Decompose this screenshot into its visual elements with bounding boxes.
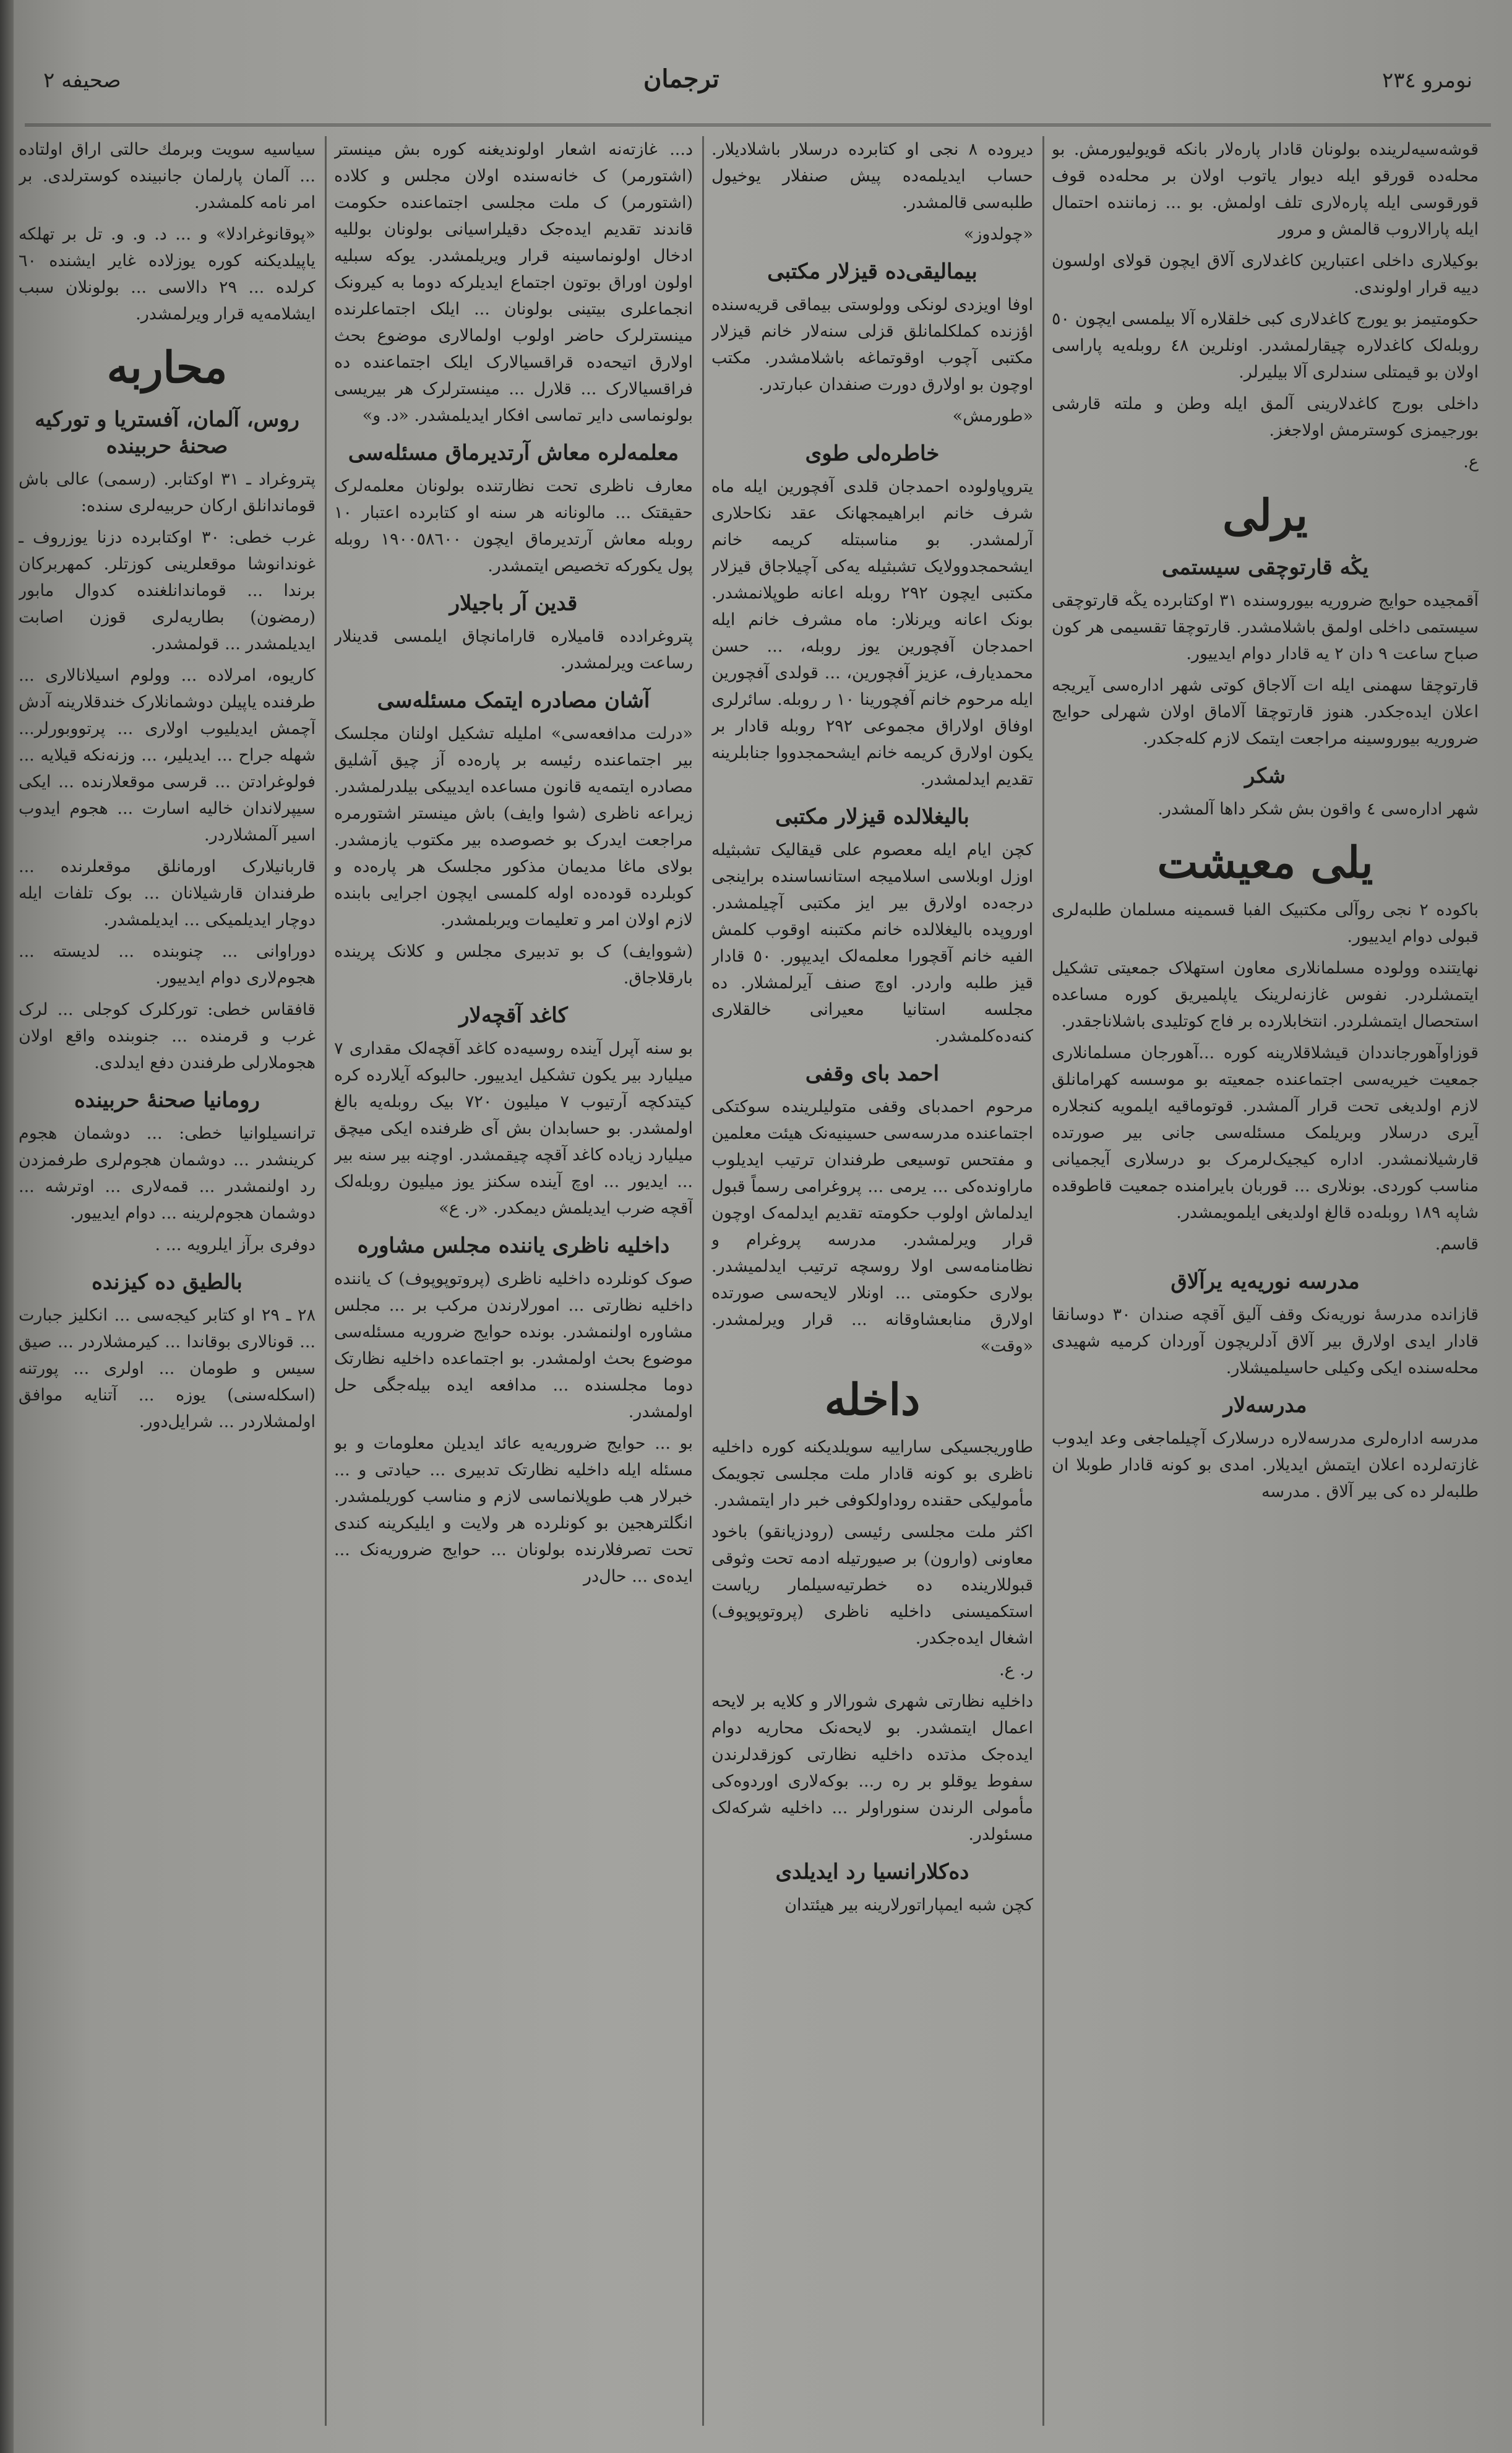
article-paragraph: «درلت مدافعه‌سی» املیله تشکیل اولنان مجلسک بیر اجتماعنده رئیسه بر پاره‌ده آز چیق آشلیق مصادره ایتمه‌یه قانون مساعده ایدییکی بیلدرلمشدر. زیراعه ناظری (شوا وایف) باش مینستر اشتورمره مراجعت ایدرک بو خصوصده بیر مکتوب یازمشدر. بولای ماغا مدیمان مذکور مجلسک هر پاره‌ده و کوبلرده قوده‌ده اوله کلمسی ایچون اجرایی بابنده لازم اولان امر و تعلیمات ویربلمشدر. <box>334 724 693 929</box>
article-paragraph: بوکیلاری داخلی اعتبارین کاغدلاری آلاق ایچون قولای اولسون دییه قرار اولوندی. <box>1052 251 1479 297</box>
article-paragraph: قاسم. <box>1435 1235 1479 1254</box>
article-headline: خاطره‌لی طوی <box>805 441 940 466</box>
article-paragraph: بو سنه آپرل آینده روسیه‌ده کاغد آقچه‌لک مقداری ۷ میلیارد بیر یکون تشکیل ایدییور. حالبوکه آیلارده کره کیتدکچه آرتیوب ۷ میلیون ۷۲۰ بیک روبله‌یه بالغ اولمشدر. بو حسابدان بش آی ظرفنده ایکی میچق میلیارد زیاده کاغد آقچه چیقمشدر. اوچنه بیر سنه بیر ... ایدیور ... اوچ آینده سکنز یوز میلیون روبله‌لک آقچه ضرب ایدیلمش دیمکدر. «ر. ع» <box>334 1039 693 1218</box>
article-paragraph: مرحوم احمدبای وقفی متولیلرینده سوکتکی اجتماعنده مدرسه‌سی حسینیه‌نک هیئت معلمین و مفتحس توسیعی طرفندان ترتیب ایدیلوب ماراونده‌کی ... یرمی ... پروغرامی رسماً قبول ایدلماش اولوب حکومته تقدیم ایدلمه‌ک اوچون قرار ویرلمشدر. مدرسه پروغرام و نظامنامه‌سی اولا روسچه ترتیب ایدلمیشدر. بولاری حکومتی ... اونلار لایحه‌سی صورتده اولارق منابعشاوقانه ... قرار ویرلمشدر. «وقت» <box>711 1097 1033 1356</box>
article-paragraph: قاربانیلارک اورمانلق موقعلرنده ... طرفندان قارشیلانان ... بوک تلفات ایله دوچار ایدیلمیکی ... ایدیلمشدر. <box>19 857 316 929</box>
article-headline: احمد بای وقفی <box>805 1061 940 1086</box>
article-paragraph: داخلی بورج کاغدلارینی آلمق ایله وطن و ملته قارشی بورجیمزی کوسترمش اولاجغز. <box>1052 394 1479 440</box>
article-paragraph: ع. <box>1463 452 1479 472</box>
issue-number: نومرو ۲۳٤ <box>1381 68 1472 93</box>
article-paragraph: دوفری برآز ایلرویه ... . <box>155 1235 316 1254</box>
page-number: صحیفه ۲ <box>43 68 121 93</box>
section-heading: داخله <box>824 1374 921 1425</box>
article-headline: ده‌کلارانسیا رد ایدیلدی <box>775 1860 969 1884</box>
article-headline: آشان مصادره ایتمک مسئله‌سی <box>377 688 650 713</box>
column-rule <box>1042 136 1044 2426</box>
article-headline: مدرسه نوریه‌یه یرآلاق <box>1171 1269 1360 1294</box>
section-heading: محاربه <box>106 342 228 393</box>
article-paragraph: کاریوه، امرلاده ... وولوم اسیلانالاری ... طرفنده یاپیلن دوشمانلارک خندقلارینه آدش آچمش ایدیلیوب اولاری ... پرتووبورلر... شهله جراح ... ایدیلیر، ... وزنه‌نکه قیلایه ... فولوغرادتن ... قرسی موقعلارنده ... ایکی سیپرلاندان خالیه اسارت ... هجوم ایدوب اسیر آلمشلاردر. <box>19 666 316 845</box>
article-headline: روس، آلمان، آفستریا و تورکیه صحنهٔ حربینده <box>35 407 299 459</box>
article-headline: قدین آر باجیلار <box>449 591 578 616</box>
article-paragraph: «پوقانوغرادلا» و ... د. و. و. تل بر تهلکه یاپیلدیکنه کوره یوزلاده غایر ایشنده ٦٠ کرلده ... ۲۹ دالاسی ... بولونلان سبب ایشلامه‌یه قرار ویرلمشدر. <box>19 225 316 324</box>
article-paragraph: کچن ایام ایله معصوم علی قیقالیک تشبثیله اوزل اوبلاسی اسلامیجه استانساسنده براینجی درجه‌ده اولارق بیر ایز مکتبی آچیلمشدر. اوروپده بالیغلالده خانم مکتبنه اوقوب کلمش الفیه خانم آقچورا معلمه‌لک ایدیپور. ٥٠ قادار قیز طلبه واردر. اوچ صنف آیرلمشلار. ده مجلسه استانیا معیرانی خالقلاری کنه‌ده‌کلمشدر. <box>711 840 1033 1046</box>
article-paragraph: بو ... حوایج ضروریه‌یه عائد ایدیلن معلومات و بو مسئله ایله داخلیه نظارتک تدبیری ... حیادتی و ... خبرلار هب طوپلانماسی لازم و مناسب کوریلمشدر. انگلترهجین بو کونلرده هر ولایت و ایلیکرینه کندی تحت تصرفلارنده بولونان ... حوایج ضروریه‌نک ... ایده‌ی ... حال‌در <box>334 1434 693 1586</box>
article-paragraph: سیاسیه سویت وبرمك حالتی اراق اولتاده ... آلمان پارلمان جانبینده کوسترلدی. بر امر نامه کلمشدر. <box>19 140 316 212</box>
article-paragraph: طاوریجسیکی ساراییه سویلدیکنه کوره داخلیه ناظری بو کونه قادار ملت مجلسی تجویمک مأمولیکی حقنده روداولکوفی خبر دار ایتمشدر. <box>711 1438 1033 1510</box>
article-paragraph: باکوده ۲ نجی روآلی مکتبیک الفبا قسمینه مسلمان طلبه‌لری قبولی دوام ایدییور. <box>1052 900 1479 946</box>
column-rule <box>702 136 704 2426</box>
article-paragraph: اکثر ملت مجلسی رئیسی (رودزیانقو) باخود معاونی (وارون) بر صیورتیله ادمه تحت وثوقی قبوللارینده ده خطرتیه‌سیلمار ریاست استکمیسنی داخلیه ناظری (پروتوپوپوف) اشغال ایده‌جکدر. <box>711 1522 1033 1648</box>
page-binding-edge <box>0 0 14 2453</box>
article-paragraph: ۲۸ ـ ۲۹ او کتابر کیجه‌سی ... انکلیز جبارت ... قونالاری بوقاندا ... کیرمشلاردر ... صیق سیس و طومان ... اولری ... پورتنه (اسکله‌سنی) یوزه ... آتنایه موافق اولمشلاردر ... شرایل‌دور. <box>19 1306 316 1431</box>
article-paragraph: ترانسیلوانیا خطی: ... دوشمان هجوم کرینشدر ... دوشمان هجوم‌لری طرفمزدن رد اولنمشدر ... قمه‌لاری ... اوترشه ... دوشمان هجوم‌لرینه ... دوام ایدییور. <box>19 1124 316 1223</box>
article-headline: کاغد آقچه‌لار <box>459 1003 568 1028</box>
article-headline: شکر <box>1244 764 1286 788</box>
section-heading: یلی معیشت <box>1157 837 1373 888</box>
masthead <box>25 56 1491 126</box>
article-headline: بیمالیقی‌ده قیزلار مکتبی <box>767 259 977 284</box>
article-paragraph: قافقاس خطی: تورکلرک کوجلی ... لرک غرب و قرمنده ... جنوبنده واقع اولان هجوملارلی طرفندن دفع ایدلدی. <box>19 1000 316 1072</box>
article-paragraph: کچن شبه ایمپاراتورلارینه بیر هیئتدان <box>784 1895 1033 1915</box>
article-headline: بالیغلالده قیزلار مکتبی <box>775 804 969 829</box>
article-paragraph: د... غازته‌نه اشعار اولوندیغنه کوره بش مینستر (اشتورمر) ک خانه‌سنده اولان مجلس و کلاده (اشتورمر) ک ملت مجلسی اجتماعنده حکومت قاندند تقدیم ایده‌جک دقیلراسیانی بولونان بوللیه ادخال اولونماسینه قرار ویریلمشدر. یوکه سبلیه اولون اوراق بوتون اجتماع ایدیلرکه دوما به کیرونک انجماعلری بیتینی بولونان ... ایلک اجتماعلرنده مینسترلرک حاضر اولوب اولمالاری موضوع بحث اولارق اتیحه‌ده قراقسیالارک ایلک اجتماعنده ده فراقسیالارک ... قلارل ... مینسترلرک هر بیریسی بولونماسی دایر تماسی افکار ایدیلمشدر. «د. و» <box>334 140 693 425</box>
article-paragraph: داخلیه نظارتی شهری شورالار و کلایه بر لایحه اعمال ایتمشدر. بو لایحه‌نک محاریه دوام ایده‌جک مذتده داخلیه نظارتی کوزقدلرندن سفوط یوقلو بر ره ر... بوکه‌لاری اوردوه‌کی مأمولی الرندن سنوراولر ... داخلیه شرکه‌لک مسئولدر. <box>711 1692 1033 1844</box>
article-paragraph: قارتوچقا سهمنی ایله ات آلاجاق کوتی شهر اداره‌سی آیریجه اعلان ایده‌جکدر. هنوز قارتوچقا آلاماق اولان شهرلی حوایج ضروریه بیوروسینه مراجعت ایتمک لازم کله‌جکدر. <box>1052 676 1479 748</box>
column-4 <box>19 136 316 2426</box>
article-headline: داخلیه ناظری یاننده مجلس مشاوره <box>357 1233 670 1258</box>
article-paragraph: غرب خطی: ۳۰ اوکتابرده دزنا یوزروف ـ غوندانوشا موقعلرینی کوزتلر. کمهربرکان برندا ... قوماندانلغنده کدوال مابور (رمضون) بطاریه‌لری قوزن اصابت ایدیلمشدر ... قولمشدر. <box>19 528 316 653</box>
article-headline: معلمه‌لره معاش آرتدیرماق مسئله‌سی <box>348 441 679 465</box>
article-paragraph: «چولدوز» <box>963 225 1033 244</box>
article-paragraph: معارف ناظری تحت نظارتنده بولونان معلمه‌لرک حقیقتک ... مالونانه هر سنه او کتابرده اعتبار ۱۰ روبله معاش آرتدیرماق ایچون ۱۹۰۰٥۸٦۰۰ روبله پول یکورکه تخصیص ایتمشدر. <box>334 476 693 576</box>
article-headline: مدرسه‌لار <box>1223 1393 1307 1418</box>
article-paragraph: دیروده ۸ نجی او کتابرده درسلار باشلادیلار. حساب ایدیلمه‌ده پیش صنفلار یوخیول طلبه‌سی قالمشدر. <box>711 140 1033 212</box>
article-paragraph: آقمجیده حوایج ضروریه بیوروسنده ۳۱ اوکتابرده یڭه قارتوچقی سیستمی داخلی اولمق باشلامشدر. قارتوچقا تقسیمی هر کون صباح ساعت ۹ دان ۲ یه قادار دوام ایدییور. <box>1052 591 1479 663</box>
article-paragraph: دوراوانی ... چنوبنده ... لدیسته ... هجوم‌لاری دوام ایدییور. <box>19 942 316 988</box>
article-paragraph: اوفا اویزدی لونکی وولوستی بیماقی قریه‌سنده اؤزنده کملکلمانلق قزلی سنه‌لار خانم قیزلار مکتبی آچوب اوقوتماغه باشلامشدر. مکتب اوچون بو اولارق دورت صنفدان عبارتدر. <box>711 295 1033 394</box>
article-paragraph: قازانده مدرسهٔ نوریه‌نک وقف آلیق آقچه صندان ۳۰ دوسانقا قادار ایدی اولارق بیر آلاق آدلریچون آوردان کرمیه شهیدی محله‌سنده ایکی وکیلی حاسیلمیشلار. <box>1052 1305 1479 1377</box>
article-paragraph: شهر اداره‌سی ٤ واقون بش شکر داها آلمشدر. <box>1158 800 1479 819</box>
article-paragraph: پتروغراد ـ ۳۱ اوکتابر. (رسمی) عالی باش قوماندانلق ارکان حربیه‌لری سنده: <box>19 470 316 515</box>
column-2 <box>711 136 1033 2426</box>
article-paragraph: نهایتنده وولوده مسلمانلاری معاون استهلاک جمعیتی تشکیل ایتمشلردر. نفوس غازنه‌لرینک یاپلمیریق کوره مساعده استحصال ایتمشلردر. انتخابلارده بر فاج کوتلیدی باشلاناجقدر. <box>1052 959 1479 1031</box>
column-1 <box>1052 136 1479 2426</box>
newspaper-title: ترجمان <box>643 64 719 93</box>
article-headline: بالطیق ده کیزنده <box>92 1270 243 1295</box>
article-paragraph: مدرسه اداره‌لری مدرسه‌لاره درسلارک آچیلماجغی وعد ایدوب غازته‌لرده اعلان ایتمش ایدیلار. امدی بو کونه قادار طوبلا ان طلبه‌لر ده کی بیر آلاق . مدرسه <box>1052 1429 1479 1501</box>
column-3 <box>334 136 693 2426</box>
article-paragraph: (شووایف) ک بو تدبیری مجلس و کلانک پرینده بارقلاجاق. <box>334 942 693 988</box>
article-headline: رومانیا صحنهٔ حربینده <box>74 1088 260 1113</box>
article-paragraph: قوشه‌سیه‌لرینده بولونان قادار پاره‌لار بانکه قویولیورمش. بو محله‌ده قورقو ایله دیوار یاتوب اولان بر محله‌ده قوف قورقوسی ایله پاره‌لاری تلف اولمش. بو ... زماننده احتمال ایله پارالاروب قالمش و مرور <box>1052 140 1479 239</box>
article-paragraph: حکومتیمز بو یورج کاغدلاری کبی خلقلاره آلا بیلمسی ایچون ٥٠ روبله‌لک کاغدلاره چیقارلمشدر. اونلرین ٤٨ روبله‌یه پاراسی اولان بو قیمتلی سندلری آلا بیلیرلر. <box>1052 309 1479 382</box>
article-paragraph: «طورمش» <box>952 407 1033 426</box>
section-heading: یرلی <box>1222 489 1308 541</box>
article-paragraph: قوزاوآهورجانددان قیشلاقلارینه کوره ...آهورجان مسلمانلاری جمعیت خیریه‌سی اجتماعنده جمعیته بو موسسه کهرامانلق لازم اولدیغی تحت قرار آلمشدر. قوتوماقیه ایلمویه کنجلاره آیری درسلار وبریلمک مسئله‌سی جانی بیر صورتده قارشیلانمشدر. اداره کیجیک‌لرمرک بو درسلاری آیجمیانی مناسب کوردی. بونلاری ... قوربان بایرامنده جمعیت قاطوقده شاپه ۱۸۹ روبله‌ده قالغ اولدیغی ایلمویمشدر. <box>1052 1043 1479 1222</box>
article-headline: یڭه قارتوچقی سیستمی <box>1161 555 1369 580</box>
column-rule <box>325 136 327 2426</box>
article-paragraph: ر. ع. <box>999 1660 1033 1679</box>
article-paragraph: صوک کونلرده داخلیه ناظری (پروتوپوپوف) ک یاننده داخلیه نظارتی ... امورلارندن مرکب بر ... مجلس مشاوره اولنمشدر. بونده حوایج ضروریه مسئله‌سی موضوع بحث اولمشدر. بو اجتماعده داخلیه نظارتک دوما مجلسنده ... مدافعه ایده بیله‌جگی حل اولمشدر. <box>334 1269 693 1421</box>
article-paragraph: پتروغرادده قامیلاره قارامانچاق ایلمسی قدینلار رساعت ویرلمشدر. <box>334 627 693 673</box>
article-paragraph: یتروپاولوده احمدجان قلدی آفچورین ایله ماه شرف خانم ابراهیمجهانک عقد نکاحلاری آرلمشدر. بو مناسبتله کریمه خانم ایشحمجدوولایک تشبثیله یه‌کی آچیلاجاق قیزلار مکتبی ایچون ۲۹۲ روبله اعانه طوپلانمشدر. بونک اعانه ویرنلار: ماه مشرف خانم ایله احمدجان آفچورین یوز روبله، ... حسن محمدیارف، عزیز آفچورین، ... قولدی آفچورین ایله مرحوم خانم آفچورینا ۱۰ ر روبله. سائرلری اوفاق اولاراق مجموعی ۲۹۲ روبله قادار بر یکون اولارق کریمه خانم ایشحمجدووا جنابلرینه تقدیم ایدلمشدر. <box>711 477 1033 789</box>
